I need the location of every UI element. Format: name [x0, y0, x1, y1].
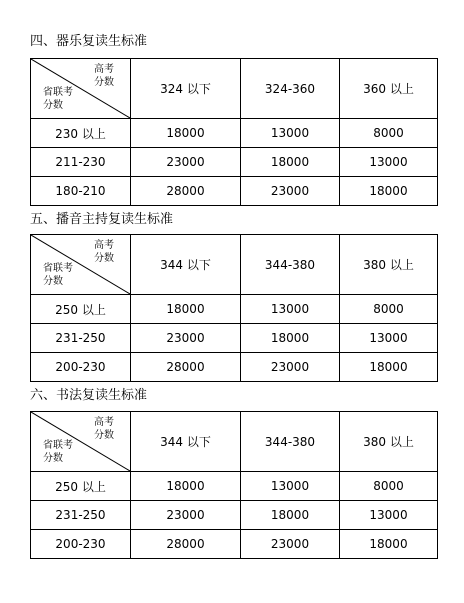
- fee-cell: 23000: [131, 501, 241, 530]
- fee-cell: 8000: [340, 119, 438, 148]
- row-label: 231-250: [31, 324, 131, 353]
- fee-cell: 8000: [340, 295, 438, 324]
- diagonal-header-cell: [31, 412, 131, 472]
- section-title: 六、书法复读生标准: [30, 388, 148, 403]
- column-header: 380 以上: [340, 235, 438, 295]
- fee-cell: 18000: [340, 353, 438, 382]
- table-row: [31, 324, 438, 353]
- row-label: 180-210: [31, 177, 131, 206]
- fee-section: [30, 388, 437, 551]
- table-row: [31, 353, 438, 382]
- fee-cell: 23000: [241, 353, 340, 382]
- column-header: 344 以下: [131, 235, 241, 295]
- diagonal-header-cell: [31, 59, 131, 119]
- table-header-row: [31, 59, 438, 119]
- fee-section: [30, 34, 437, 198]
- diagonal-header-cell: [31, 235, 131, 295]
- fee-cell: 13000: [241, 295, 340, 324]
- column-header: 324-360: [241, 59, 340, 119]
- fee-cell: 8000: [340, 472, 438, 501]
- fee-table: [30, 58, 438, 206]
- section-title: 五、播音主持复读生标准: [30, 212, 174, 227]
- column-header: 344-380: [241, 412, 340, 472]
- gaokao-score-label: 高考 分数: [94, 240, 114, 264]
- section-title: 四、器乐复读生标准: [30, 34, 148, 49]
- column-header: 360 以上: [340, 59, 438, 119]
- fee-cell: 23000: [241, 530, 340, 559]
- gaokao-score-label: 高考 分数: [94, 417, 114, 441]
- table-row: [31, 295, 438, 324]
- table-row: [31, 177, 438, 206]
- table-row: [31, 530, 438, 559]
- fee-cell: 18000: [340, 530, 438, 559]
- table-header-row: [31, 235, 438, 295]
- row-label: 200-230: [31, 353, 131, 382]
- row-label: 211-230: [31, 148, 131, 177]
- row-label: 200-230: [31, 530, 131, 559]
- fee-cell: 13000: [340, 148, 438, 177]
- fee-cell: 28000: [131, 530, 241, 559]
- column-header: 380 以上: [340, 412, 438, 472]
- fee-cell: 23000: [131, 324, 241, 353]
- table-row: [31, 148, 438, 177]
- fee-cell: 18000: [131, 472, 241, 501]
- fee-cell: 18000: [131, 119, 241, 148]
- table-header-row: [31, 412, 438, 472]
- fee-cell: 13000: [241, 472, 340, 501]
- fee-cell: 18000: [241, 324, 340, 353]
- row-label: 230 以上: [31, 119, 131, 148]
- gaokao-score-label: 高考 分数: [94, 64, 114, 88]
- fee-cell: 18000: [340, 177, 438, 206]
- fee-cell: 23000: [131, 148, 241, 177]
- column-header: 324 以下: [131, 59, 241, 119]
- fee-table: [30, 411, 438, 559]
- fee-cell: 18000: [131, 295, 241, 324]
- column-header: 344-380: [241, 235, 340, 295]
- fee-cell: 28000: [131, 177, 241, 206]
- table-row: [31, 119, 438, 148]
- fee-cell: 13000: [340, 324, 438, 353]
- provincial-exam-score-label: 省联考 分数: [43, 440, 73, 464]
- fee-cell: 18000: [241, 148, 340, 177]
- fee-cell: 13000: [340, 501, 438, 530]
- fee-cell: 18000: [241, 501, 340, 530]
- fee-cell: 28000: [131, 353, 241, 382]
- provincial-exam-score-label: 省联考 分数: [43, 87, 73, 111]
- fee-cell: 23000: [241, 177, 340, 206]
- fee-section: [30, 212, 437, 374]
- column-header: 344 以下: [131, 412, 241, 472]
- provincial-exam-score-label: 省联考 分数: [43, 263, 73, 287]
- table-row: [31, 472, 438, 501]
- row-label: 231-250: [31, 501, 131, 530]
- fee-table: [30, 234, 438, 382]
- row-label: 250 以上: [31, 295, 131, 324]
- table-row: [31, 501, 438, 530]
- row-label: 250 以上: [31, 472, 131, 501]
- fee-cell: 13000: [241, 119, 340, 148]
